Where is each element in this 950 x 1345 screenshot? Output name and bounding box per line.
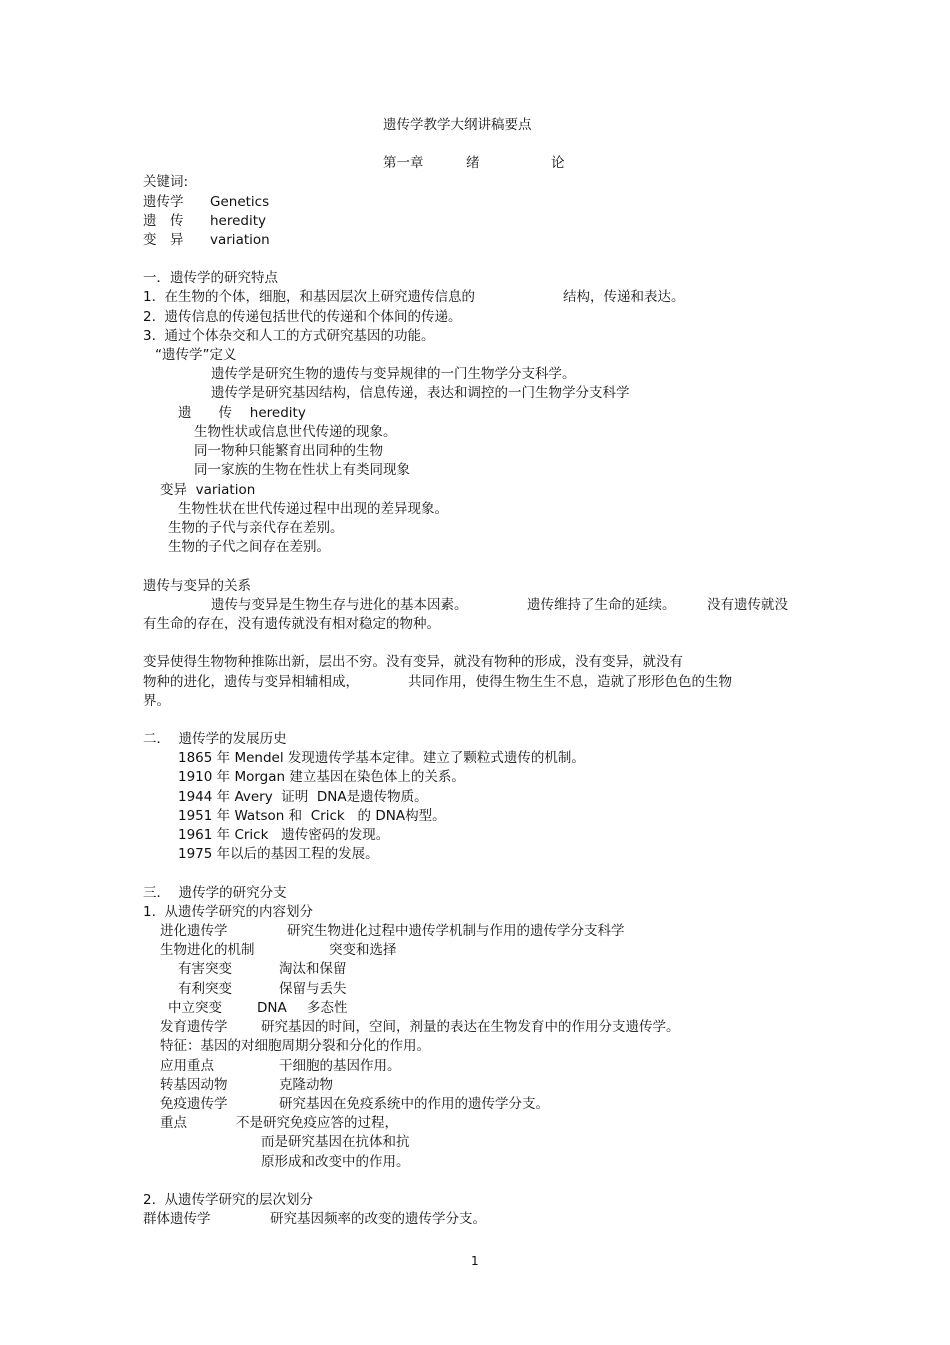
branch-desc: 保留与丢失: [279, 981, 347, 997]
variation-point: 生物的子代与亲代存在差别。: [168, 520, 344, 536]
branch-label: 免疫遗传学: [160, 1096, 228, 1112]
history-item: 1865 年 Mendel 发现遗传学基本定律。建立了颗粒式遗传的机制。: [178, 750, 585, 766]
history-item: 1944 年 Avery 证明 DNA是遗传物质。: [178, 789, 428, 805]
list-item: 1. 在生物的个体，细胞，和基因层次上研究遗传信息的: [143, 289, 475, 305]
branch-label: 有害突变: [178, 961, 232, 977]
branch-desc: 突变和选择: [329, 942, 397, 958]
history-item: 1951 年 Watson 和 Crick 的 DNA构型。: [178, 808, 446, 824]
list-item: 3. 通过个体杂交和人工的方式研究基因的功能。: [143, 328, 435, 344]
paragraph-text: 遗传维持了生命的延续。: [527, 597, 676, 613]
branch-label: 应用重点: [160, 1058, 214, 1074]
branch-label: 转基因动物: [160, 1077, 228, 1093]
document-title: 遗传学教学大纲讲稿要点: [383, 117, 532, 133]
section-heading: 二． 遗传学的发展历史: [143, 731, 287, 747]
page-number: 1: [471, 1254, 479, 1268]
definition-text: 遗传学是研究基因结构，信息传递，表达和调控的一门生物学分支科学: [211, 385, 630, 401]
branch-label: 发育遗传学: [160, 1019, 228, 1035]
keyword-en: Genetics: [210, 194, 270, 210]
subsection-heading: 1. 从遗传学研究的内容划分: [143, 904, 313, 920]
subsection-heading: 2. 从遗传学研究的层次划分: [143, 1192, 313, 1208]
variation-point: 生物性状在世代传递过程中出现的差异现象。: [178, 501, 448, 517]
keyword-cn: 遗 传: [143, 213, 184, 229]
chapter-number: 第一章: [383, 155, 424, 171]
variation-label: 变异 variation: [160, 482, 256, 498]
heredity-label: 遗 传 heredity: [178, 405, 306, 421]
branch-desc: 不是研究免疫应答的过程，: [236, 1115, 398, 1131]
paragraph-text: 共同作用，使得生物生生不息，造就了形形色色的生物: [408, 674, 732, 690]
branch-desc: 研究生物进化过程中遗传学机制与作用的遗传学分支科学: [287, 923, 625, 939]
chapter-title-char-2: 论: [551, 155, 565, 171]
branch-desc: 干细胞的基因作用。: [279, 1058, 401, 1074]
keywords-label: 关键词:: [143, 174, 189, 190]
history-item: 1975 年以后的基因工程的发展。: [178, 846, 379, 862]
definition-text: 遗传学是研究生物的遗传与变异规律的一门生物学分支科学。: [211, 366, 576, 382]
paragraph-text: 遗传与变异是生物生存与进化的基本因素。: [211, 597, 468, 613]
branch-desc: 淘汰和保留: [279, 961, 347, 977]
branch-desc: 原形成和改变中的作用。: [261, 1154, 410, 1170]
branch-desc: 研究基因在免疫系统中的作用的遗传学分支。: [279, 1096, 549, 1112]
branch-desc: 而是研究基因在抗体和抗: [261, 1134, 410, 1150]
branch-label: 有利突变: [178, 981, 232, 997]
branch-desc: 研究基因频率的改变的遗传学分支。: [270, 1211, 486, 1227]
section-heading: 遗传与变异的关系: [143, 578, 251, 594]
heredity-point: 同一家族的生物在性状上有类同现象: [194, 462, 410, 478]
branch-desc: 克隆动物: [279, 1077, 333, 1093]
list-item: 2. 遗传信息的传递包括世代的传递和个体间的传递。: [143, 309, 462, 325]
keyword-en: heredity: [210, 213, 267, 229]
paragraph-text: 变异使得生物物种推陈出新，层出不穷。没有变异，就没有物种的形成，没有变异，就没有: [143, 654, 683, 670]
history-item: 1961 年 Crick 遗传密码的发现。: [178, 827, 390, 843]
branch-mid: DNA: [257, 1000, 287, 1016]
list-item-cont: 结构，传递和表达。: [563, 289, 685, 305]
definition-label: “遗传学”定义: [155, 347, 237, 363]
branch-label: 生物进化的机制: [160, 942, 255, 958]
heredity-point: 同一物种只能繁育出同种的生物: [194, 443, 383, 459]
feature-text: 特征：基因的对细胞周期分裂和分化的作用。: [160, 1038, 430, 1054]
branch-label: 中立突变: [168, 1000, 222, 1016]
paragraph-text: 物种的进化，遗传与变异相辅相成，: [143, 674, 359, 690]
paragraph-text: 有生命的存在，没有遗传就没有相对稳定的物种。: [143, 616, 440, 632]
chapter-title-char-1: 绪: [466, 155, 480, 171]
branch-desc: 多态性: [307, 1000, 348, 1016]
history-item: 1910 年 Morgan 建立基因在染色体上的关系。: [178, 769, 465, 785]
branch-label: 重点: [160, 1115, 187, 1131]
section-heading: 一．遗传学的研究特点: [143, 270, 278, 286]
keyword-cn: 变 异: [143, 232, 184, 248]
heredity-point: 生物性状或信息世代传递的现象。: [194, 424, 397, 440]
section-heading: 三． 遗传学的研究分支: [143, 885, 287, 901]
branch-desc: 研究基因的时间，空间，剂量的表达在生物发育中的作用分支遗传学。: [261, 1019, 680, 1035]
variation-point: 生物的子代之间存在差别。: [168, 539, 330, 555]
keyword-cn: 遗传学: [143, 194, 184, 210]
branch-label: 群体遗传学: [143, 1211, 211, 1227]
paragraph-text: 界。: [143, 693, 170, 709]
paragraph-text: 没有遗传就没: [707, 597, 788, 613]
branch-label: 进化遗传学: [160, 923, 228, 939]
keyword-en: variation: [210, 232, 270, 248]
